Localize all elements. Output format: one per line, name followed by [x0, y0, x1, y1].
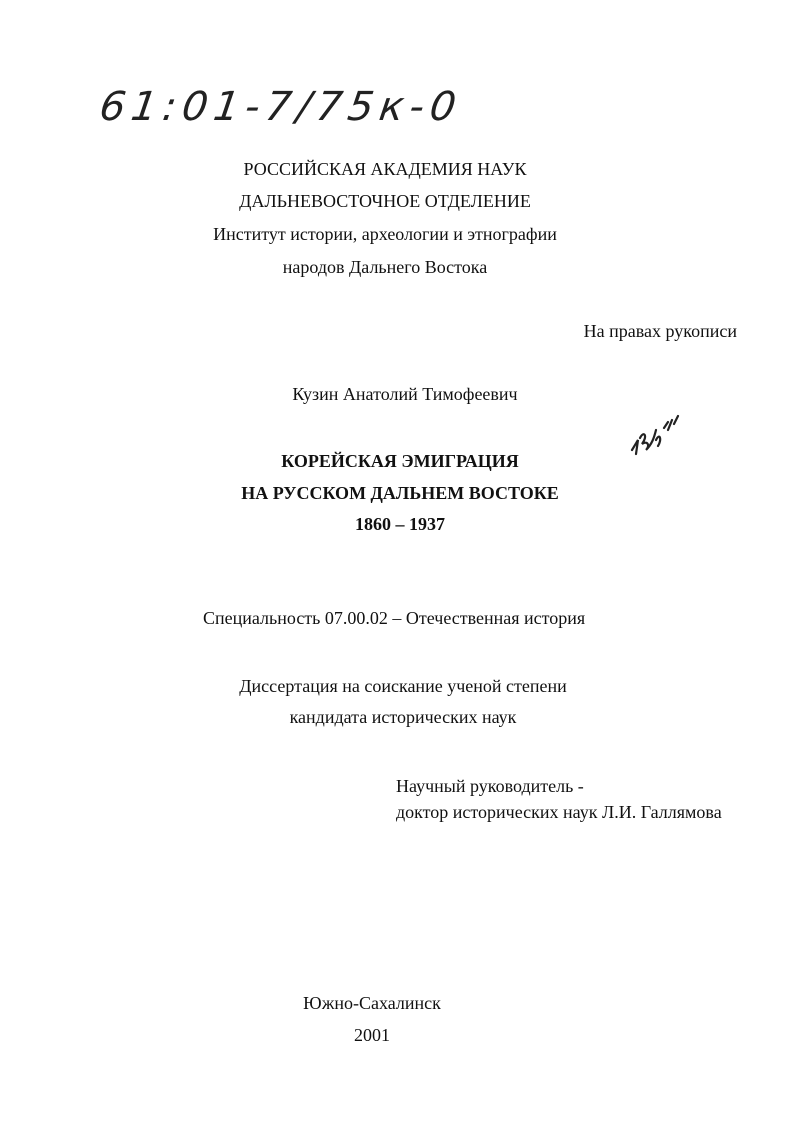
dissertation-years: 1860 – 1937 [355, 514, 445, 534]
branch-name: ДАЛЬНЕВОСТОЧНОЕ ОТДЕЛЕНИЕ [239, 191, 531, 211]
author-name: Кузин Анатолий Тимофеевич [292, 384, 518, 404]
academy-name: РОССИЙСКАЯ АКАДЕМИЯ НАУК [243, 159, 527, 179]
handwritten-archive-number: 61:01-7/75к-0 [96, 84, 465, 130]
specialty: Специальность 07.00.02 – Отечественная история [203, 608, 586, 628]
dissertation-title-line1: КОРЕЙСКАЯ ЭМИГРАЦИЯ [281, 451, 519, 471]
author-signature [628, 410, 688, 460]
supervisor-name: доктор исторических наук Л.И. Галлямова [396, 802, 722, 822]
rights-note: На правах рукописи [583, 321, 737, 341]
degree-line2: кандидата исторических наук [289, 707, 517, 727]
supervisor-label: Научный руководитель - [396, 776, 584, 796]
degree-line1: Диссертация на соискание ученой степени [239, 676, 567, 696]
city: Южно-Сахалинск [303, 993, 441, 1013]
dissertation-title-line2: НА РУССКОМ ДАЛЬНЕМ ВОСТОКЕ [241, 483, 559, 503]
institute-name-line1: Институт истории, археологии и этнографии [213, 224, 557, 244]
institute-name-line2: народов Дальнего Востока [282, 257, 488, 277]
year: 2001 [354, 1025, 390, 1045]
